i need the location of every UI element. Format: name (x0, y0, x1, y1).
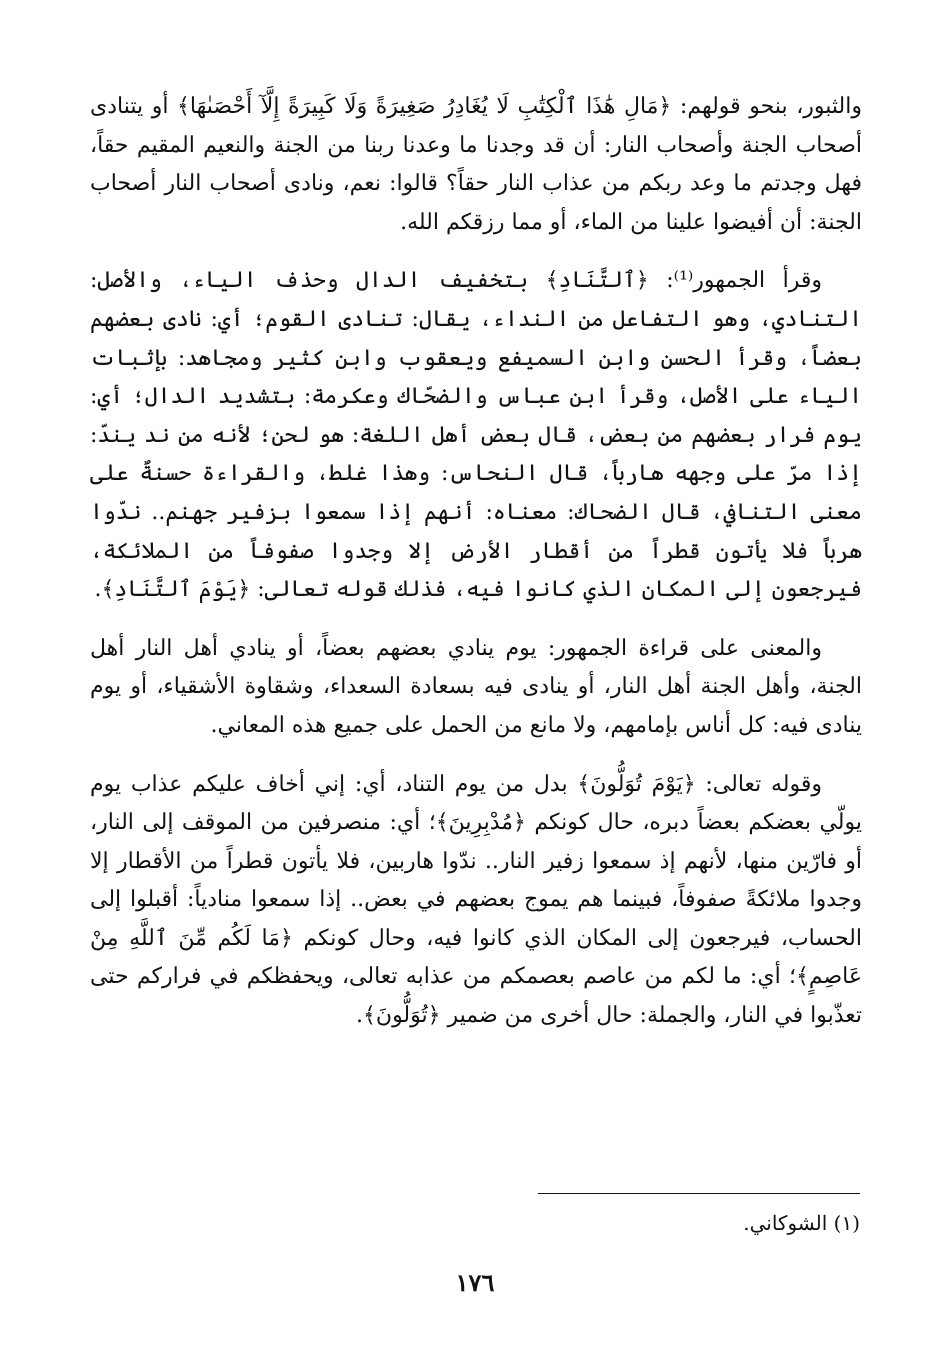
main-text (90, 88, 862, 1056)
paragraph-2: وقرأ الجمهور⁽¹⁾: ﴿ٱلتَّنَادِ﴾ بتخفيف الدال وحذف الياء، والأصل: التنادي، وهو التفاعل من النداء، يقال: تنادى القوم؛ أي: نادى بعضهم بعضاً، وقرأ الحسن وابن السميفع ويعقوب وابن كثير ومجاهد: بإثبات الياء على الأصل، وقرأ ابن عباس والضحّاك وعكرمة: بتشديد الدال؛ أي: يوم فرار بعضهم من بعض، قال بعض أهل اللغة: هو لحن؛ لأنه من ند يندّ: إذا مرّ على وجهه هارباً، قال النحاس: وهذا غلط، والقراءة حسنةٌ على معنى التنافي، قال الضحاك: معناه: أنهم إذا سمعوا بزفير جهنم.. ندّوا هرباً فلا يأتون قطراً من أقطار الأرض إلا وجدوا صفوفاً من الملائكة، فيرجعون إلى المكان الذي كانوا فيه، فذلك قوله تعالى: ﴿يَوْمَ ٱلتَّنَادِ﴾. (90, 268, 862, 603)
footnote: (١) الشوكاني. (743, 1211, 860, 1235)
paragraph-1: والثبور، بنحو قولهم: ﴿مَالِ هَٰذَا ٱلْكِتَٰبِ لَا يُغَادِرُ صَغِيرَةً وَلَا كَبِيرَةً إِلَّآ أَحْصَىٰهَا﴾ أو يتنادى أصحاب الجنة وأصحاب النار: أن قد وجدنا ما وعدنا ربنا من الجنة والنعيم المقيم حقاً، فهل وجدتم ما وعد ربكم من عذاب النار حقاً؟ قالوا: نعم، ونادى أصحاب النار أصحاب الجنة: أن أفيضوا علينا من الماء، أو مما رزقكم الله. (90, 94, 862, 235)
paragraph-3: والمعنى على قراءة الجمهور: يوم ينادي بعضهم بعضاً، أو ينادي أهل النار أهل الجنة، وأهل الجنة أهل النار، أو ينادى فيه بسعادة السعداء، وشقاوة الأشقياء، أو يوم ينادى فيه: كل أناس بإمامهم، ولا مانع من الحمل على جميع هذه المعاني. (90, 635, 862, 738)
footnote-divider (538, 1193, 860, 1194)
paragraph-4: وقوله تعالى: ﴿يَوْمَ تُوَلُّونَ﴾ بدل من يوم التناد، أي: إني أخاف عليكم عذاب يوم يولّي بعضكم بعضاً دبره، حال كونكم ﴿مُدْبِرِينَ﴾؛ أي: منصرفين من الموقف إلى النار، أو فارّين منها، لأنهم إذ سمعوا زفير النار.. ندّوا هاربين، فلا يأتون قطراً من الأقطار إلا وجدوا ملائكةً صفوفاً، فبينما هم يموج بعضهم في بعض.. إذا سمعوا منادياً: أقبلوا إلى الحساب، فيرجعون إلى المكان الذي كانوا فيه، وحال كونكم ﴿مَا لَكُم مِّنَ ٱللَّهِ مِنْ عَاصِمٍ﴾؛ أي: ما لكم من عاصم بعصمكم من عذابه تعالى، ويحفظكم في فراركم حتى تعذّبوا في النار، والجملة: حال أخرى من ضمير ﴿تُوَلُّونَ﴾. (90, 771, 862, 1029)
page-number: ١٧٦ (455, 1268, 495, 1297)
